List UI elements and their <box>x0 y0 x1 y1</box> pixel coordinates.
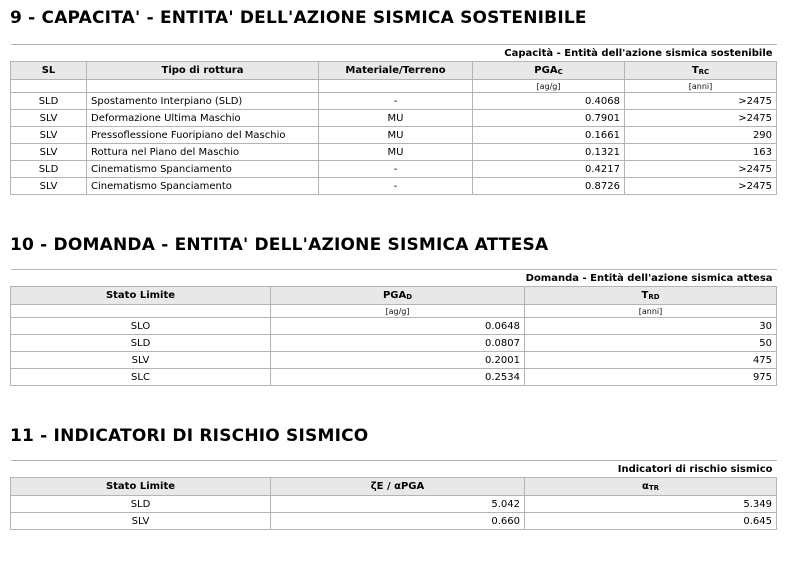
table-row: SLV 0.660 0.645 <box>11 513 777 530</box>
col-pgac: $PGA_C$ <box>473 62 625 80</box>
table-row: SLV Cinematismo Spanciamento - 0.8726 >2475 <box>11 178 777 195</box>
col-sl: SL <box>11 62 87 80</box>
section-9 <box>10 8 776 195</box>
table-row: SLC 0.2534 975 <box>11 369 777 386</box>
table-row: SLV 0.2001 475 <box>11 352 777 369</box>
table-row: SLD Spostamento Interpiano (SLD) - 0.4068 >2475 <box>11 93 777 110</box>
table-row: SLD 0.0807 50 <box>11 335 777 352</box>
capacity-caption: Capacità - Entità dell'azione sismica sostenibile <box>11 45 777 62</box>
col-pgad: $PGA_D$ <box>271 287 525 305</box>
section-10 <box>10 235 776 386</box>
col-zeta-alpha: ζE / αPGA <box>271 478 525 496</box>
unit-tr: [anni] <box>625 80 777 93</box>
section-10-title: 10 - DOMANDA - ENTITA' DELL'AZIONE SISMICA ATTESA <box>10 235 549 255</box>
col-stato-limite: Stato Limite <box>11 478 271 496</box>
col-alpha-tr: $\alpha_{TR}$ <box>525 478 777 496</box>
section-11-title: 11 - INDICATORI DI RISCHIO SISMICO <box>10 426 369 446</box>
table-row: SLV Deformazione Ultima Maschio MU 0.7901 >2475 <box>11 110 777 127</box>
section-11 <box>10 426 776 530</box>
col-tipo: Tipo di rottura <box>87 62 319 80</box>
unit-pga: [ag/g] <box>271 305 525 318</box>
unit-pga: [ag/g] <box>473 80 625 93</box>
col-stato-limite: Stato Limite <box>11 287 271 305</box>
demand-caption: Domanda - Entità dell'azione sismica attesa <box>11 270 777 287</box>
table-row: SLD 5.042 5.349 <box>11 496 777 513</box>
capacity-table <box>10 44 777 195</box>
col-trc: $T_{RC}$ <box>625 62 777 80</box>
table-row: SLD Cinematismo Spanciamento - 0.4217 >2475 <box>11 161 777 178</box>
risk-caption: Indicatori di rischio sismico <box>11 461 777 478</box>
risk-indicators-table <box>10 460 777 530</box>
table-row: SLO 0.0648 30 <box>11 318 777 335</box>
demand-table <box>10 269 777 386</box>
table-row: SLV Rottura nel Piano del Maschio MU 0.1321 163 <box>11 144 777 161</box>
section-9-title: 9 - CAPACITA' - ENTITA' DELL'AZIONE SISMICA SOSTENIBILE <box>10 8 587 28</box>
table-row: SLV Pressoflessione Fuoripiano del Maschio MU 0.1661 290 <box>11 127 777 144</box>
col-materiale: Materiale/Terreno <box>319 62 473 80</box>
unit-tr: [anni] <box>525 305 777 318</box>
col-trd: $T_{RD}$ <box>525 287 777 305</box>
